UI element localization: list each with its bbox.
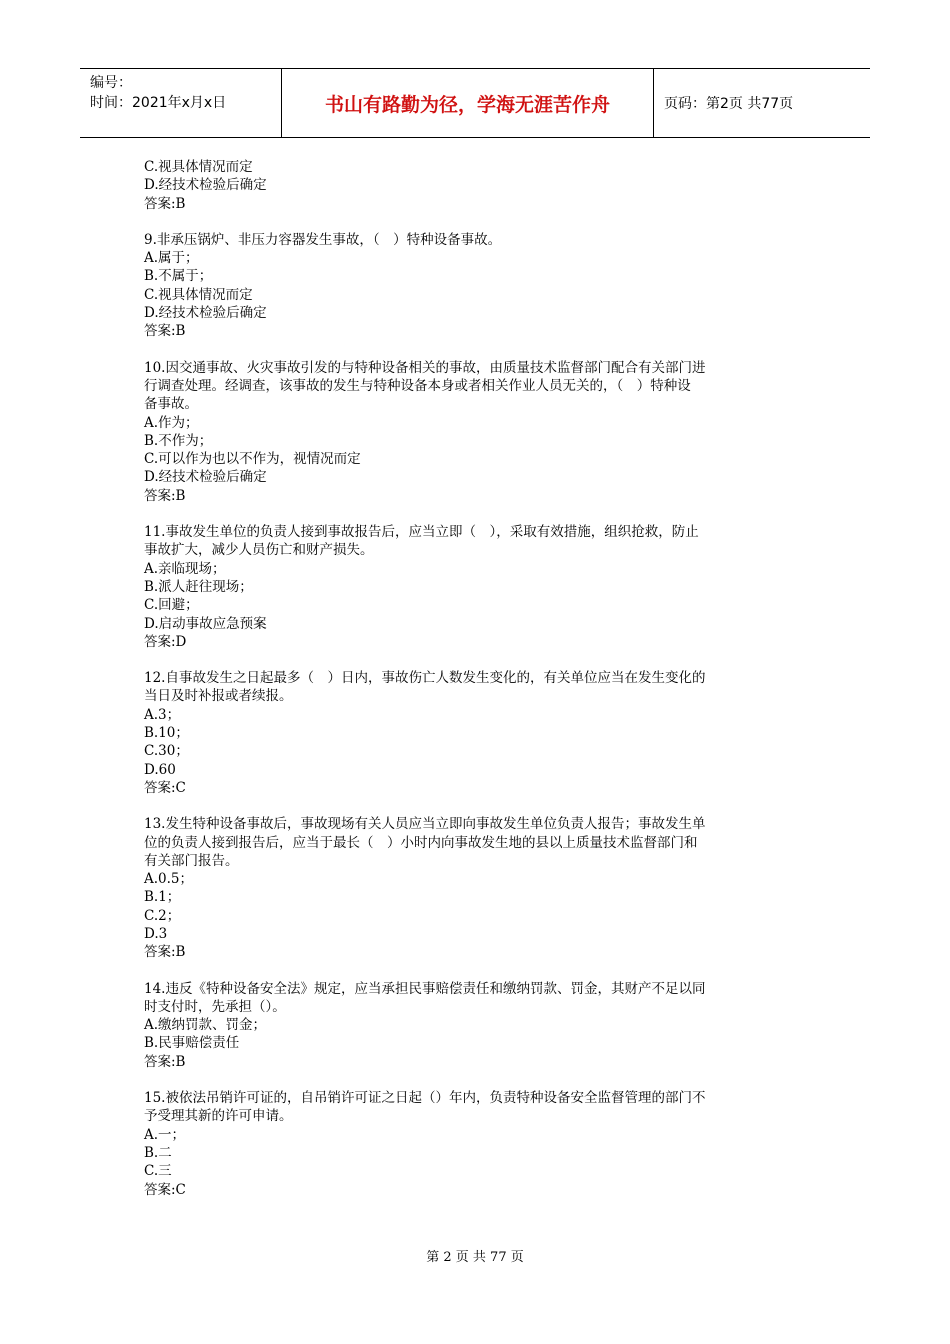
question-line: D.经技术检验后确定	[144, 177, 267, 194]
question-line: D.启动事故应急预案	[144, 615, 267, 632]
question-line: B.派人赶往现场；	[144, 578, 253, 595]
motto-text: 书山有路勤为径，学海无涯苦作舟	[324, 93, 610, 116]
question-line: A.缴纳罚款、罚金；	[144, 1017, 267, 1034]
question-block	[144, 980, 814, 1071]
question-line: B.10；	[144, 725, 189, 742]
question-line: 予受理其新的许可申请。	[144, 1108, 293, 1125]
question-line: C.视具体情况而定	[144, 159, 253, 175]
question-line: C.三	[144, 1163, 172, 1180]
question-line: A.属于；	[144, 250, 199, 267]
question-line: 13.发生特种设备事故后，事故现场有关人员应当立即向事故发生单位负责人报告；事故发生单	[144, 816, 706, 833]
header-motto-cell	[282, 69, 654, 137]
question-line: 答案:B	[144, 323, 186, 340]
question-line: A.作为；	[144, 414, 199, 431]
question-line: 当日及时补报或者续报。	[144, 688, 293, 705]
question-line: D.60	[144, 761, 176, 778]
question-line: 9.非承压锅炉、非压力容器发生事故，（ ）特种设备事故。	[144, 231, 502, 248]
question-line: 行调查处理。经调查，该事故的发生与特种设备本身或者相关作业人员无关的，（ ）特种设	[144, 377, 691, 394]
question-line: D.3	[144, 925, 168, 942]
page-footer	[0, 1246, 950, 1265]
header-page-cell	[654, 69, 870, 137]
question-line: 答案:B	[144, 944, 186, 961]
question-line: 答案:C	[144, 779, 186, 796]
question-line: 答案:B	[144, 195, 186, 212]
document-body	[144, 158, 814, 1217]
question-line: 14.违反《特种设备安全法》规定，应当承担民事赔偿责任和缴纳罚款、罚金，其财产不足以同	[144, 980, 706, 997]
question-block	[144, 1089, 814, 1199]
question-line: A.3；	[144, 706, 181, 723]
question-line: 答案:D	[144, 633, 187, 650]
time-label: 时间：2021年x月x日	[90, 95, 227, 111]
question-line: 10.因交通事故、火灾事故引发的与特种设备相关的事故，由质量技术监督部门配合有关部门进	[144, 359, 706, 376]
serial-label: 编号：	[90, 75, 132, 91]
question-line: A.0.5；	[144, 871, 194, 888]
question-line: B.民事赔偿责任	[144, 1035, 240, 1052]
question-line: D.经技术检验后确定	[144, 305, 267, 322]
question-line: D.经技术检验后确定	[144, 469, 267, 486]
question-line: C.回避；	[144, 597, 199, 614]
question-line: 答案:B	[144, 487, 186, 504]
question-line: A.亲临现场；	[144, 560, 226, 577]
question-line: 12.自事故发生之日起最多（ ）日内，事故伤亡人数发生变化的，有关单位应当在发生变化的	[144, 670, 706, 687]
question-line: C.可以作为也以不作为，视情况而定	[144, 451, 361, 468]
question-line: 11.事故发生单位的负责人接到事故报告后，应当立即（ ），采取有效措施，组织抢救，防止	[144, 524, 699, 541]
question-block	[144, 523, 814, 651]
question-line: B.不作为；	[144, 432, 213, 449]
question-block	[144, 359, 814, 505]
question-block	[144, 158, 814, 213]
question-line: 位的负责人接到报告后，应当于最长（ ）小时内向事故发生地的县以上质量技术监督部门和	[144, 834, 698, 851]
header-meta-cell	[80, 69, 282, 137]
question-block	[144, 669, 814, 797]
question-line: 事故扩大，减少人员伤亡和财产损失。	[144, 542, 374, 559]
page-info: 页码：第2页 共77页	[664, 96, 794, 112]
question-line: B.不属于；	[144, 268, 213, 285]
question-line: B.二	[144, 1144, 172, 1161]
question-line: 答案:B	[144, 1053, 186, 1070]
footer-page-number: 第 2 页 共 77 页	[426, 1250, 524, 1265]
question-line: 答案:C	[144, 1181, 186, 1198]
question-block	[144, 231, 814, 341]
question-block	[144, 815, 814, 961]
question-line: C.30；	[144, 743, 189, 760]
question-line: 15.被依法吊销许可证的，自吊销许可证之日起（）年内，负责特种设备安全监督管理的部门不	[144, 1090, 706, 1107]
question-line: C.2；	[144, 907, 181, 924]
question-line: B.1；	[144, 889, 181, 906]
question-line: 有关部门报告。	[144, 852, 239, 869]
question-line: 时支付时，先承担（）。	[144, 998, 286, 1015]
page-header	[80, 68, 870, 138]
question-line: 备事故。	[144, 396, 198, 413]
question-line: A.一；	[144, 1126, 186, 1143]
question-line: C.视具体情况而定	[144, 286, 253, 303]
